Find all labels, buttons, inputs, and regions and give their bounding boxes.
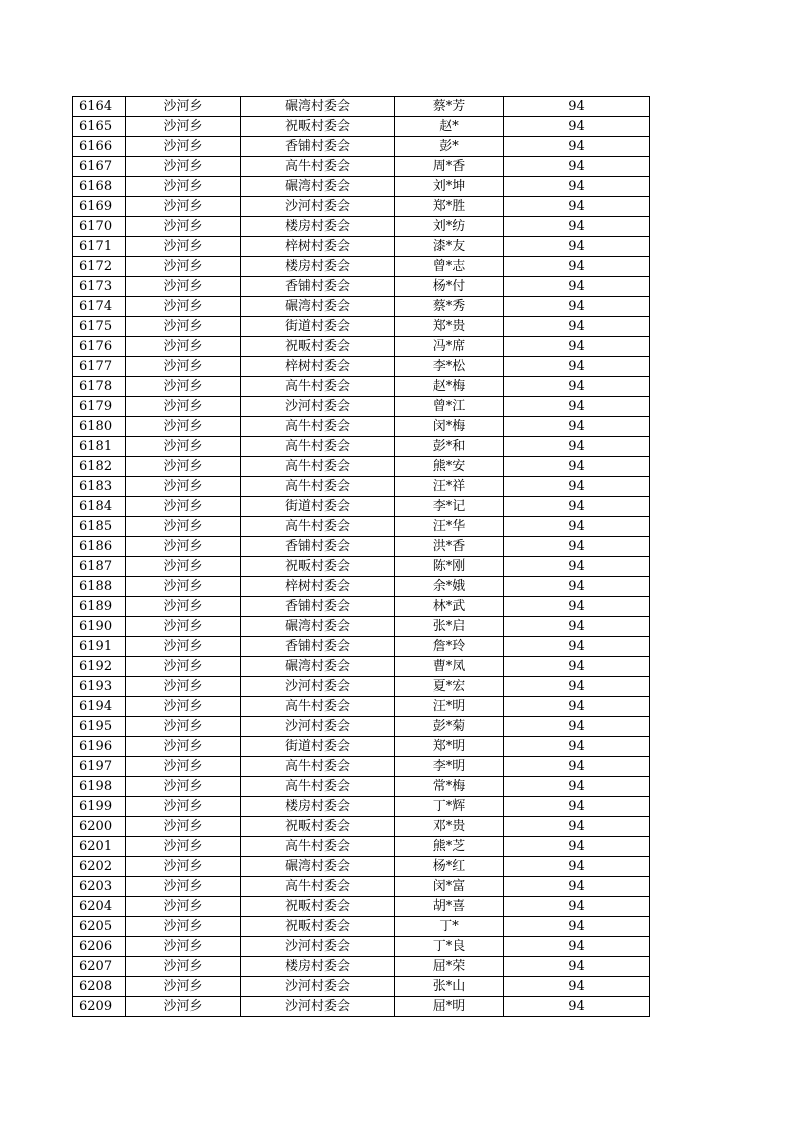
table-row — [73, 597, 650, 617]
village-committee-cell: 高牛村委会 — [241, 157, 395, 177]
township-cell: 沙河乡 — [126, 297, 241, 317]
score-cell: 94 — [504, 837, 650, 857]
row-id-cell: 6185 — [73, 517, 126, 537]
row-id-cell: 6182 — [73, 457, 126, 477]
village-committee-cell: 高牛村委会 — [241, 457, 395, 477]
row-id-cell: 6190 — [73, 617, 126, 637]
village-committee-cell: 碾湾村委会 — [241, 617, 395, 637]
row-id-cell: 6192 — [73, 657, 126, 677]
village-committee-cell: 梓树村委会 — [241, 237, 395, 257]
table-row — [73, 857, 650, 877]
township-cell: 沙河乡 — [126, 657, 241, 677]
village-committee-cell: 祝畈村委会 — [241, 117, 395, 137]
person-name-cell: 汪*明 — [395, 697, 504, 717]
score-cell: 94 — [504, 617, 650, 637]
village-committee-cell: 高牛村委会 — [241, 697, 395, 717]
score-cell: 94 — [504, 977, 650, 997]
score-cell: 94 — [504, 277, 650, 297]
person-name-cell: 丁*良 — [395, 937, 504, 957]
township-cell: 沙河乡 — [126, 697, 241, 717]
score-cell: 94 — [504, 597, 650, 617]
table-row — [73, 297, 650, 317]
table-row — [73, 637, 650, 657]
score-cell: 94 — [504, 397, 650, 417]
table-body — [73, 97, 650, 1017]
row-id-cell: 6205 — [73, 917, 126, 937]
row-id-cell: 6170 — [73, 217, 126, 237]
village-committee-cell: 高牛村委会 — [241, 477, 395, 497]
person-name-cell: 张*山 — [395, 977, 504, 997]
row-id-cell: 6168 — [73, 177, 126, 197]
person-name-cell: 余*娥 — [395, 577, 504, 597]
table-row — [73, 737, 650, 757]
township-cell: 沙河乡 — [126, 977, 241, 997]
score-cell: 94 — [504, 697, 650, 717]
table-row — [73, 777, 650, 797]
table-row — [73, 617, 650, 637]
row-id-cell: 6174 — [73, 297, 126, 317]
table-row — [73, 837, 650, 857]
row-id-cell: 6209 — [73, 997, 126, 1017]
row-id-cell: 6200 — [73, 817, 126, 837]
table-row — [73, 317, 650, 337]
village-committee-cell: 高牛村委会 — [241, 517, 395, 537]
village-committee-cell: 街道村委会 — [241, 737, 395, 757]
data-table-container — [72, 96, 650, 1017]
person-name-cell: 屈*明 — [395, 997, 504, 1017]
table-row — [73, 417, 650, 437]
row-id-cell: 6175 — [73, 317, 126, 337]
row-id-cell: 6198 — [73, 777, 126, 797]
village-committee-cell: 祝畈村委会 — [241, 557, 395, 577]
township-cell: 沙河乡 — [126, 397, 241, 417]
person-name-cell: 张*启 — [395, 617, 504, 637]
township-cell: 沙河乡 — [126, 437, 241, 457]
village-committee-cell: 街道村委会 — [241, 497, 395, 517]
table-row — [73, 157, 650, 177]
person-name-cell: 冯*席 — [395, 337, 504, 357]
person-name-cell: 杨*付 — [395, 277, 504, 297]
score-cell: 94 — [504, 797, 650, 817]
township-cell: 沙河乡 — [126, 237, 241, 257]
row-id-cell: 6207 — [73, 957, 126, 977]
score-cell: 94 — [504, 577, 650, 597]
township-cell: 沙河乡 — [126, 117, 241, 137]
table-row — [73, 697, 650, 717]
township-cell: 沙河乡 — [126, 817, 241, 837]
table-row — [73, 717, 650, 737]
village-committee-cell: 高牛村委会 — [241, 837, 395, 857]
village-committee-cell: 梓树村委会 — [241, 577, 395, 597]
table-row — [73, 537, 650, 557]
row-id-cell: 6202 — [73, 857, 126, 877]
row-id-cell: 6199 — [73, 797, 126, 817]
table-row — [73, 337, 650, 357]
score-cell: 94 — [504, 157, 650, 177]
township-cell: 沙河乡 — [126, 577, 241, 597]
village-committee-cell: 梓树村委会 — [241, 357, 395, 377]
township-cell: 沙河乡 — [126, 617, 241, 637]
village-committee-cell: 高牛村委会 — [241, 377, 395, 397]
person-name-cell: 赵*梅 — [395, 377, 504, 397]
row-id-cell: 6171 — [73, 237, 126, 257]
person-name-cell: 李*明 — [395, 757, 504, 777]
table-row — [73, 237, 650, 257]
village-committee-cell: 碾湾村委会 — [241, 857, 395, 877]
score-cell: 94 — [504, 717, 650, 737]
village-committee-cell: 楼房村委会 — [241, 217, 395, 237]
village-committee-cell: 高牛村委会 — [241, 417, 395, 437]
row-id-cell: 6193 — [73, 677, 126, 697]
township-cell: 沙河乡 — [126, 317, 241, 337]
table-row — [73, 577, 650, 597]
township-cell: 沙河乡 — [126, 877, 241, 897]
village-committee-cell: 沙河村委会 — [241, 677, 395, 697]
score-cell: 94 — [504, 637, 650, 657]
table-row — [73, 497, 650, 517]
township-cell: 沙河乡 — [126, 97, 241, 117]
township-cell: 沙河乡 — [126, 337, 241, 357]
person-name-cell: 丁* — [395, 917, 504, 937]
row-id-cell: 6179 — [73, 397, 126, 417]
row-id-cell: 6180 — [73, 417, 126, 437]
score-cell: 94 — [504, 137, 650, 157]
row-id-cell: 6196 — [73, 737, 126, 757]
table-row — [73, 197, 650, 217]
township-cell: 沙河乡 — [126, 137, 241, 157]
table-row — [73, 557, 650, 577]
township-cell: 沙河乡 — [126, 957, 241, 977]
person-name-cell: 蔡*芳 — [395, 97, 504, 117]
score-cell: 94 — [504, 457, 650, 477]
township-cell: 沙河乡 — [126, 157, 241, 177]
person-name-cell: 闵*富 — [395, 877, 504, 897]
person-name-cell: 周*香 — [395, 157, 504, 177]
village-committee-cell: 高牛村委会 — [241, 777, 395, 797]
township-cell: 沙河乡 — [126, 777, 241, 797]
table-row — [73, 797, 650, 817]
score-cell: 94 — [504, 357, 650, 377]
row-id-cell: 6176 — [73, 337, 126, 357]
township-cell: 沙河乡 — [126, 277, 241, 297]
row-id-cell: 6208 — [73, 977, 126, 997]
person-name-cell: 彭* — [395, 137, 504, 157]
person-name-cell: 郑*明 — [395, 737, 504, 757]
township-cell: 沙河乡 — [126, 197, 241, 217]
table-row — [73, 117, 650, 137]
score-cell: 94 — [504, 997, 650, 1017]
table-row — [73, 677, 650, 697]
person-name-cell: 屈*荣 — [395, 957, 504, 977]
row-id-cell: 6206 — [73, 937, 126, 957]
person-name-cell: 丁*辉 — [395, 797, 504, 817]
village-committee-cell: 街道村委会 — [241, 317, 395, 337]
village-committee-cell: 香铺村委会 — [241, 637, 395, 657]
township-cell: 沙河乡 — [126, 477, 241, 497]
township-cell: 沙河乡 — [126, 597, 241, 617]
person-name-cell: 林*武 — [395, 597, 504, 617]
row-id-cell: 6177 — [73, 357, 126, 377]
table-row — [73, 657, 650, 677]
row-id-cell: 6201 — [73, 837, 126, 857]
row-id-cell: 6203 — [73, 877, 126, 897]
score-cell: 94 — [504, 377, 650, 397]
township-cell: 沙河乡 — [126, 857, 241, 877]
person-name-cell: 刘*纺 — [395, 217, 504, 237]
score-cell: 94 — [504, 177, 650, 197]
table-row — [73, 997, 650, 1017]
village-committee-cell: 祝畈村委会 — [241, 917, 395, 937]
village-committee-cell: 高牛村委会 — [241, 437, 395, 457]
township-cell: 沙河乡 — [126, 217, 241, 237]
row-id-cell: 6183 — [73, 477, 126, 497]
score-cell: 94 — [504, 257, 650, 277]
township-cell: 沙河乡 — [126, 897, 241, 917]
township-cell: 沙河乡 — [126, 997, 241, 1017]
row-id-cell: 6191 — [73, 637, 126, 657]
township-cell: 沙河乡 — [126, 457, 241, 477]
row-id-cell: 6165 — [73, 117, 126, 137]
village-committee-cell: 沙河村委会 — [241, 977, 395, 997]
score-cell: 94 — [504, 557, 650, 577]
row-id-cell: 6167 — [73, 157, 126, 177]
township-cell: 沙河乡 — [126, 797, 241, 817]
row-id-cell: 6186 — [73, 537, 126, 557]
score-cell: 94 — [504, 497, 650, 517]
score-cell: 94 — [504, 817, 650, 837]
person-name-cell: 郑*胜 — [395, 197, 504, 217]
village-committee-cell: 沙河村委会 — [241, 397, 395, 417]
row-id-cell: 6169 — [73, 197, 126, 217]
township-cell: 沙河乡 — [126, 557, 241, 577]
score-cell: 94 — [504, 657, 650, 677]
village-committee-cell: 沙河村委会 — [241, 937, 395, 957]
township-cell: 沙河乡 — [126, 837, 241, 857]
table-row — [73, 937, 650, 957]
village-committee-cell: 香铺村委会 — [241, 597, 395, 617]
table-row — [73, 377, 650, 397]
table-row — [73, 397, 650, 417]
row-id-cell: 6187 — [73, 557, 126, 577]
person-name-cell: 彭*菊 — [395, 717, 504, 737]
village-committee-cell: 高牛村委会 — [241, 877, 395, 897]
person-name-cell: 熊*安 — [395, 457, 504, 477]
person-name-cell: 熊*芝 — [395, 837, 504, 857]
person-name-cell: 汪*华 — [395, 517, 504, 537]
person-name-cell: 赵* — [395, 117, 504, 137]
township-cell: 沙河乡 — [126, 937, 241, 957]
score-cell: 94 — [504, 897, 650, 917]
score-cell: 94 — [504, 437, 650, 457]
table-row — [73, 897, 650, 917]
person-name-cell: 陈*刚 — [395, 557, 504, 577]
table-row — [73, 877, 650, 897]
table-row — [73, 477, 650, 497]
person-name-cell: 彭*和 — [395, 437, 504, 457]
table-row — [73, 817, 650, 837]
table-row — [73, 217, 650, 237]
village-committee-cell: 高牛村委会 — [241, 757, 395, 777]
score-cell: 94 — [504, 957, 650, 977]
score-cell: 94 — [504, 197, 650, 217]
village-committee-cell: 香铺村委会 — [241, 277, 395, 297]
village-committee-cell: 碾湾村委会 — [241, 177, 395, 197]
row-id-cell: 6189 — [73, 597, 126, 617]
score-cell: 94 — [504, 517, 650, 537]
village-committee-cell: 楼房村委会 — [241, 957, 395, 977]
score-cell: 94 — [504, 917, 650, 937]
row-id-cell: 6194 — [73, 697, 126, 717]
table-row — [73, 177, 650, 197]
village-committee-cell: 楼房村委会 — [241, 797, 395, 817]
row-id-cell: 6173 — [73, 277, 126, 297]
row-id-cell: 6172 — [73, 257, 126, 277]
table-row — [73, 457, 650, 477]
table-row — [73, 257, 650, 277]
township-cell: 沙河乡 — [126, 497, 241, 517]
row-id-cell: 6197 — [73, 757, 126, 777]
person-name-cell: 杨*红 — [395, 857, 504, 877]
village-committee-cell: 祝畈村委会 — [241, 817, 395, 837]
township-cell: 沙河乡 — [126, 177, 241, 197]
score-cell: 94 — [504, 97, 650, 117]
township-cell: 沙河乡 — [126, 677, 241, 697]
person-name-cell: 胡*喜 — [395, 897, 504, 917]
score-cell: 94 — [504, 757, 650, 777]
score-cell: 94 — [504, 417, 650, 437]
township-cell: 沙河乡 — [126, 537, 241, 557]
table-row — [73, 917, 650, 937]
person-name-cell: 蔡*秀 — [395, 297, 504, 317]
village-committee-cell: 祝畈村委会 — [241, 337, 395, 357]
row-id-cell: 6181 — [73, 437, 126, 457]
person-name-cell: 汪*祥 — [395, 477, 504, 497]
township-cell: 沙河乡 — [126, 357, 241, 377]
table-row — [73, 137, 650, 157]
person-name-cell: 曹*凤 — [395, 657, 504, 677]
person-name-cell: 洪*香 — [395, 537, 504, 557]
township-cell: 沙河乡 — [126, 517, 241, 537]
score-cell: 94 — [504, 877, 650, 897]
village-committee-cell: 碾湾村委会 — [241, 297, 395, 317]
score-cell: 94 — [504, 297, 650, 317]
village-committee-cell: 楼房村委会 — [241, 257, 395, 277]
person-name-cell: 曾*江 — [395, 397, 504, 417]
table-row — [73, 357, 650, 377]
person-name-cell: 刘*坤 — [395, 177, 504, 197]
village-committee-cell: 香铺村委会 — [241, 537, 395, 557]
township-cell: 沙河乡 — [126, 377, 241, 397]
score-cell: 94 — [504, 777, 650, 797]
row-id-cell: 6188 — [73, 577, 126, 597]
person-name-cell: 夏*宏 — [395, 677, 504, 697]
table-row — [73, 977, 650, 997]
township-cell: 沙河乡 — [126, 737, 241, 757]
row-id-cell: 6184 — [73, 497, 126, 517]
person-name-cell: 闵*梅 — [395, 417, 504, 437]
score-cell: 94 — [504, 677, 650, 697]
data-table — [72, 96, 650, 1017]
village-committee-cell: 祝畈村委会 — [241, 897, 395, 917]
table-row — [73, 957, 650, 977]
score-cell: 94 — [504, 857, 650, 877]
table-row — [73, 277, 650, 297]
person-name-cell: 邓*贵 — [395, 817, 504, 837]
score-cell: 94 — [504, 937, 650, 957]
township-cell: 沙河乡 — [126, 257, 241, 277]
person-name-cell: 曾*志 — [395, 257, 504, 277]
person-name-cell: 李*记 — [395, 497, 504, 517]
row-id-cell: 6195 — [73, 717, 126, 737]
table-row — [73, 757, 650, 777]
score-cell: 94 — [504, 217, 650, 237]
table-row — [73, 97, 650, 117]
person-name-cell: 詹*玲 — [395, 637, 504, 657]
village-committee-cell: 沙河村委会 — [241, 997, 395, 1017]
village-committee-cell: 沙河村委会 — [241, 717, 395, 737]
score-cell: 94 — [504, 477, 650, 497]
row-id-cell: 6164 — [73, 97, 126, 117]
score-cell: 94 — [504, 737, 650, 757]
township-cell: 沙河乡 — [126, 917, 241, 937]
score-cell: 94 — [504, 317, 650, 337]
score-cell: 94 — [504, 537, 650, 557]
village-committee-cell: 碾湾村委会 — [241, 657, 395, 677]
row-id-cell: 6204 — [73, 897, 126, 917]
township-cell: 沙河乡 — [126, 757, 241, 777]
person-name-cell: 郑*贵 — [395, 317, 504, 337]
score-cell: 94 — [504, 117, 650, 137]
township-cell: 沙河乡 — [126, 637, 241, 657]
village-committee-cell: 碾湾村委会 — [241, 97, 395, 117]
score-cell: 94 — [504, 337, 650, 357]
village-committee-cell: 沙河村委会 — [241, 197, 395, 217]
township-cell: 沙河乡 — [126, 717, 241, 737]
township-cell: 沙河乡 — [126, 417, 241, 437]
table-row — [73, 517, 650, 537]
person-name-cell: 常*梅 — [395, 777, 504, 797]
score-cell: 94 — [504, 237, 650, 257]
village-committee-cell: 香铺村委会 — [241, 137, 395, 157]
row-id-cell: 6178 — [73, 377, 126, 397]
table-row — [73, 437, 650, 457]
row-id-cell: 6166 — [73, 137, 126, 157]
person-name-cell: 漆*友 — [395, 237, 504, 257]
person-name-cell: 李*松 — [395, 357, 504, 377]
